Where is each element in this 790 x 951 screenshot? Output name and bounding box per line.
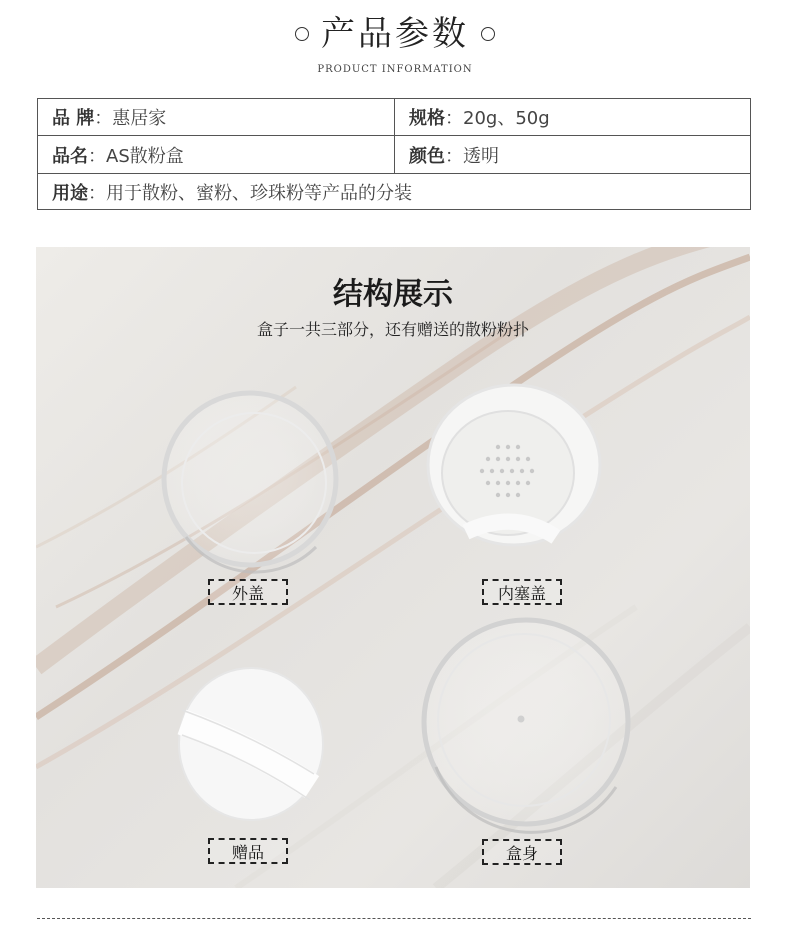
- spec-color-value: ：透明: [445, 145, 499, 167]
- spec-size-value: ：20g、50g: [445, 108, 550, 129]
- circle-ornament-left-icon: [295, 27, 309, 41]
- page-title: 产品参数: [321, 14, 469, 54]
- spec-name: [38, 136, 395, 173]
- showcase-title: 结构展示: [333, 277, 453, 312]
- spec-row: [38, 136, 750, 174]
- section-divider: [37, 918, 751, 919]
- inner-lid-image: [428, 385, 600, 545]
- marble-background: [36, 247, 750, 888]
- page-subtitle: PRODUCT INFORMATION: [317, 64, 473, 75]
- structure-showcase: [36, 247, 750, 888]
- part-label-box-body: 盒身: [482, 839, 562, 865]
- spec-name-value: ：AS散粉盒: [88, 145, 184, 167]
- title-row: [0, 12, 790, 56]
- spec-table: [37, 98, 751, 210]
- spec-usage-value: ：用于散粉、蜜粉、珍珠粉等产品的分装: [88, 182, 412, 204]
- spec-row: [38, 174, 750, 209]
- spec-name-label: 品名: [52, 145, 88, 167]
- showcase-subtitle: 盒子一共三部分，还有赠送的散粉粉扑: [256, 320, 529, 339]
- spec-usage-label: 用途: [52, 182, 88, 204]
- spec-color: [395, 136, 752, 173]
- powder-puff-image: [179, 668, 323, 820]
- part-label-inner-lid: 内塞盖: [482, 579, 562, 605]
- part-label-outer-lid: 外盖: [208, 579, 288, 605]
- circle-ornament-right-icon: [481, 27, 495, 41]
- spec-color-label: 颜色: [409, 145, 445, 167]
- spec-usage: [38, 174, 750, 209]
- spec-brand: [38, 99, 395, 135]
- spec-brand-value: ：惠居家: [94, 108, 167, 129]
- page-header: [0, 12, 790, 75]
- spec-row: [38, 99, 750, 136]
- box-body-image: [424, 620, 628, 832]
- spec-size: [395, 99, 752, 135]
- spec-brand-label: 品 牌: [52, 108, 95, 129]
- spec-size-label: 规格: [409, 108, 445, 129]
- part-label-gift: 赠品: [208, 838, 288, 864]
